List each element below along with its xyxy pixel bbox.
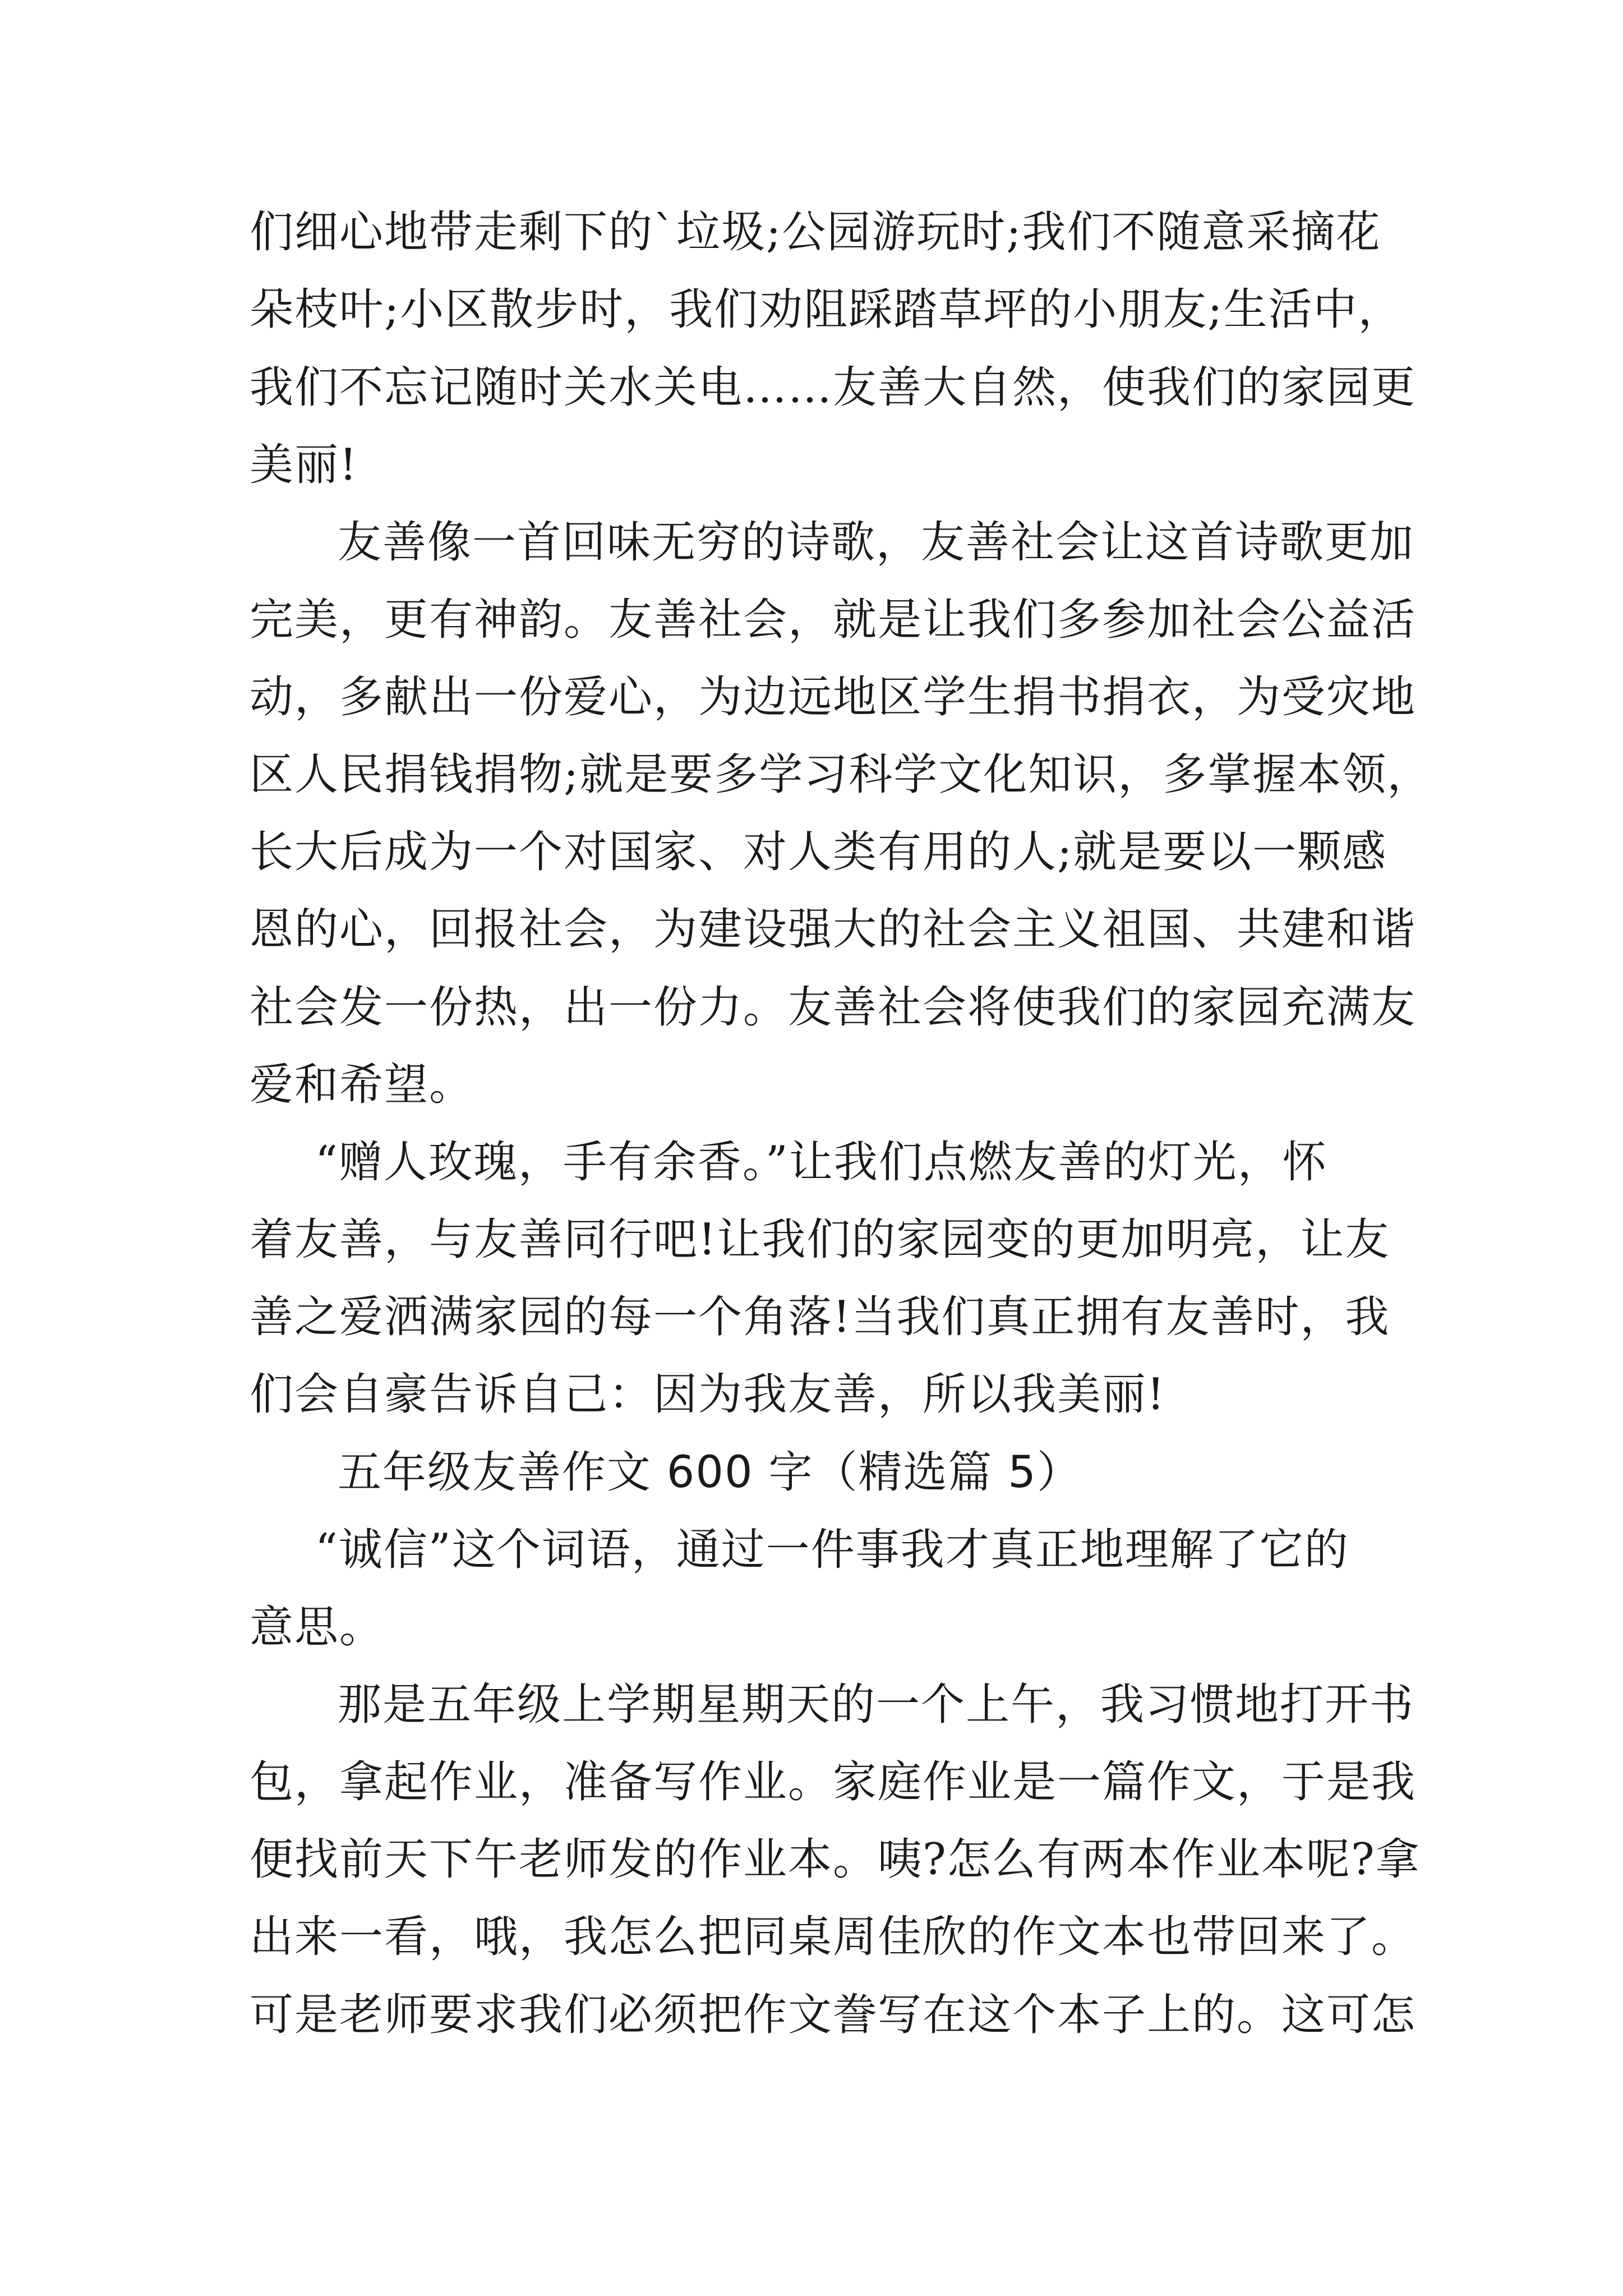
text-line: 朵枝叶;小区散步时，我们劝阻踩踏草坪的小朋友;生活中， xyxy=(250,284,1403,335)
text-line: 善之爱洒满家园的每一个角落!当我们真正拥有友善时，我 xyxy=(250,1292,1390,1342)
text-line: 可是老师要求我们必须把作文誊写在这个本子上的。这可怎 xyxy=(250,1990,1417,2040)
text-line: 出来一看，哦，我怎么把同桌周佳欣的作文本也带回来了。 xyxy=(250,1912,1417,1962)
text-line: 着友善，与友善同行吧!让我们的家园变的更加明亮，让友 xyxy=(250,1214,1390,1265)
text-line: 动，多献出一份爱心，为边远地区学生捐书捐衣，为受灾地 xyxy=(250,672,1417,723)
paragraph-first-line: 那是五年级上学期星期天的一个上午，我习惯地打开书 xyxy=(338,1680,1415,1730)
text-line: 长大后成为一个对国家、对人类有用的人;就是要以一颗感 xyxy=(250,827,1387,877)
text-line: 美丽! xyxy=(250,440,358,490)
text-line: 完美，更有神韵。友善社会，就是让我们多参加社会公益活 xyxy=(250,595,1417,645)
text-line: 爱和希望。 xyxy=(250,1060,474,1110)
text-line: 便找前天下午老师发的作业本。咦?怎么有两本作业本呢?拿 xyxy=(250,1834,1421,1885)
text-line: 意思。 xyxy=(250,1602,385,1653)
text-line: 们会自豪告诉自己：因为我友善，所以我美丽! xyxy=(250,1369,1166,1420)
text-line: 社会发一份热，出一份力。友善社会将使我们的家园充满友 xyxy=(250,982,1417,1033)
paragraph-first-line: “诚信”这个词语，通过一件事我才真正地理解了它的 xyxy=(315,1525,1349,1575)
section-heading: 五年级友善作文 600 字（精选篇 5） xyxy=(338,1447,1082,1498)
text-line: 们细心地带走剩下的`垃圾;公园游玩时;我们不随意采摘花 xyxy=(250,207,1381,257)
text-line: 区人民捐钱捐物;就是要多学习科学文化知识，多掌握本领， xyxy=(250,749,1432,800)
text-line: 包，拿起作业，准备写作业。家庭作业是一篇作文，于是我 xyxy=(250,1757,1417,1807)
paragraph-first-line: “赠人玫瑰，手有余香。”让我们点燃友善的灯光，怀 xyxy=(315,1137,1327,1188)
text-line: 我们不忘记随时关水关电……友善大自然，使我们的家园更 xyxy=(250,362,1417,413)
paragraph-first-line: 友善像一首回味无穷的诗歌，友善社会让这首诗歌更加 xyxy=(338,517,1415,568)
text-line: 恩的心，回报社会，为建设强大的社会主义祖国、共建和谐 xyxy=(250,904,1417,955)
